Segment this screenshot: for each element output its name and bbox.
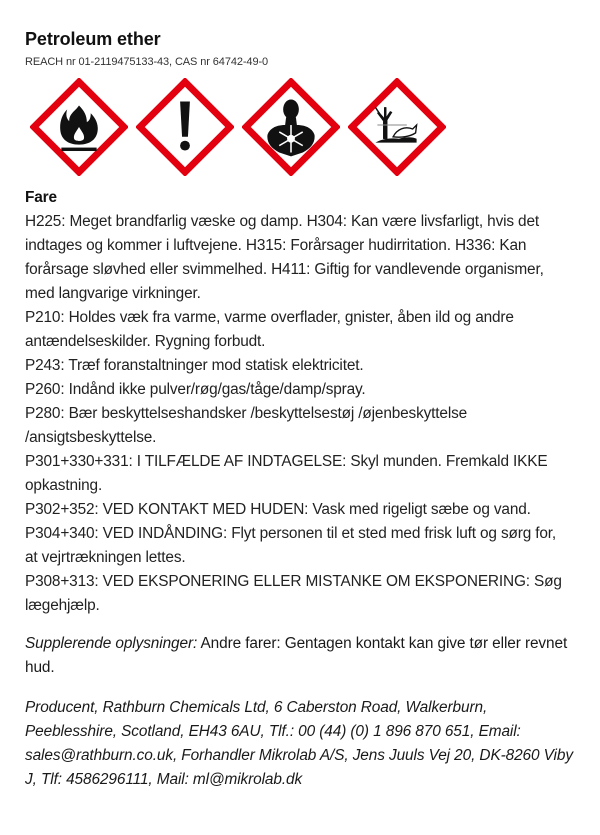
signal-word: Fare — [25, 189, 57, 206]
supplementary-label: Supplerende oplysninger: — [25, 635, 198, 652]
health-hazard-icon — [242, 78, 340, 176]
p-statement: P210: Holdes væk fra varme, varme overflader, gnister, åben ild og andre antændelseskilder. Rygning forbudt. — [25, 309, 514, 350]
supplementary-information — [25, 632, 570, 680]
supplementary-text: Andre farer: Gentagen kontakt kan give tør eller revnet hud. — [25, 635, 568, 676]
h-statements: H225: Meget brandfarlig væske og damp. H304: Kan være livsfarligt, hvis det indtages og kommer i luftvejene. H315: Forårsager hudirritation. H336: Kan forårsage sløvhed eller svimmelhed. H411: Giftig for vandlevende organismer, med langvarige virkninger. — [25, 213, 544, 302]
p-statement: P304+340: VED INDÅNDING: Flyt personen til et sted med frisk luft og sørg for, at vejrtrækningen lettes. — [25, 525, 557, 566]
pictogram-irritant — [136, 78, 234, 176]
p-statement: P301+330+331: I TILFÆLDE AF INDTAGELSE: Skyl munden. Fremkald IKKE opkastning. — [25, 453, 548, 494]
p-statement: P243: Træf foranstaltninger mod statisk elektricitet. — [25, 357, 364, 374]
product-name: Petroleum ether — [25, 29, 161, 49]
product-identifiers: REACH nr 01-2119475133-43, CAS nr 64742-49-0 — [25, 56, 269, 68]
p-statement: P302+352: VED KONTAKT MED HUDEN: Vask med rigeligt sæbe og vand. — [25, 501, 531, 518]
p-statement: P308+313: VED EKSPONERING ELLER MISTANKE OM EKSPONERING: Søg lægehjælp. — [25, 573, 562, 614]
label-page — [25, 28, 573, 788]
pictogram-health-hazard — [242, 78, 340, 176]
producer-information: Producent, Rathburn Chemicals Ltd, 6 Caberston Road, Walkerburn, Peeblesshire, Scotland, EH43 6AU, Tlf.: 00 (44) (0) 1 896 870 651, Email: sales@rathburn.co.uk, Forhandler Mikrolab A/S, Jens Juuls Vej 20, DK-8260 Viby J, Tlf: 4586296111, Mail: ml@mikrolab.dk — [25, 699, 573, 788]
p-statement: P280: Bær beskyttelseshandsker /beskyttelsestøj /øjenbeskyttelse /ansigtsbeskyttelse. — [25, 405, 468, 446]
hazard-statements — [25, 186, 570, 618]
p-statement: P260: Indånd ikke pulver/røg/gas/tåge/damp/spray. — [25, 381, 366, 398]
hazard-pictograms — [30, 78, 460, 178]
pictogram-flammable — [30, 78, 128, 176]
exclamation-mark-icon — [136, 78, 234, 176]
pictogram-environment — [348, 78, 446, 176]
flame-icon — [30, 78, 128, 176]
environment-icon — [348, 78, 446, 176]
